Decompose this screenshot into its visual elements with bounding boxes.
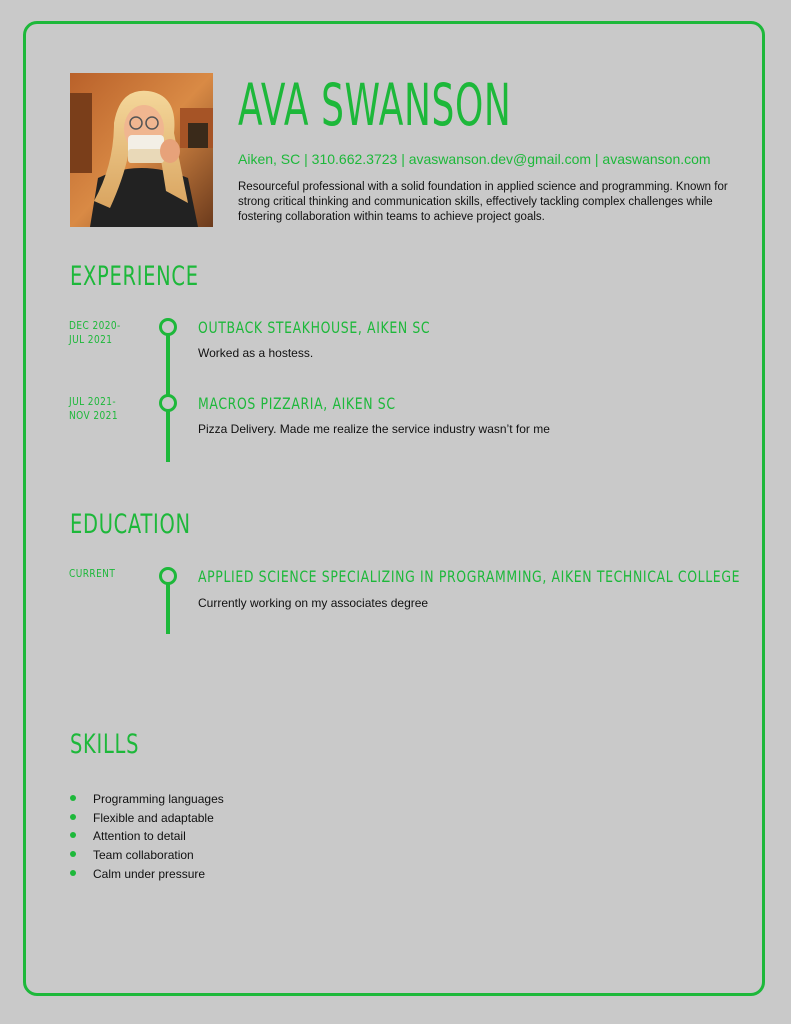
education-date: CURRENT [69,567,116,580]
education-heading: EDUCATION [70,509,191,540]
bullet-icon [70,851,76,857]
candidate-name: AVA SWANSON [238,71,512,139]
profile-photo [70,73,213,227]
skill-item [70,846,224,865]
skill-item [70,865,224,884]
experience-date: JUL 2021- NOV 2021 [69,395,118,422]
contact-info: Aiken, SC | 310.662.3723 | avaswanson.dev@gmail.com | avaswanson.com [238,151,711,167]
bullet-icon [70,814,76,820]
timeline-dot [159,394,177,412]
timeline-dot [159,567,177,585]
skill-item [70,790,224,809]
experience-title: MACROS PIZZARIA, AIKEN SC [198,394,396,413]
experience-date: DEC 2020- JUL 2021 [69,319,121,346]
skill-label: Team collaboration [93,848,194,863]
education-description: Currently working on my associates degree [198,596,429,610]
skill-label: Flexible and adaptable [93,810,214,825]
summary-text: Resourceful professional with a solid foundation in applied science and programming. Known for strong critical thinking and communication skills, effectively tackling complex challenges while fostering collaboration within teams to achieve project goals. [238,181,728,223]
bullet-icon [70,870,76,876]
experience-description: Worked as a hostess. [198,346,314,360]
skills-list [70,790,224,884]
experience-title: OUTBACK STEAKHOUSE, AIKEN SC [198,318,431,337]
skill-item [70,809,224,828]
skills-heading: SKILLS [70,729,140,760]
education-title: APPLIED SCIENCE SPECIALIZING IN PROGRAMMING, AIKEN TECHNICAL COLLEGE [198,567,741,586]
bullet-icon [70,832,76,838]
skill-label: Programming languages [93,792,224,806]
bullet-icon [70,795,76,801]
experience-description: Pizza Delivery. Made me realize the service industry wasn’t for me [198,422,550,436]
skill-label: Calm under pressure [93,866,206,881]
skill-label: Attention to detail [93,829,186,844]
timeline-dot [159,318,177,336]
skill-item [70,827,224,846]
experience-heading: EXPERIENCE [70,261,199,292]
